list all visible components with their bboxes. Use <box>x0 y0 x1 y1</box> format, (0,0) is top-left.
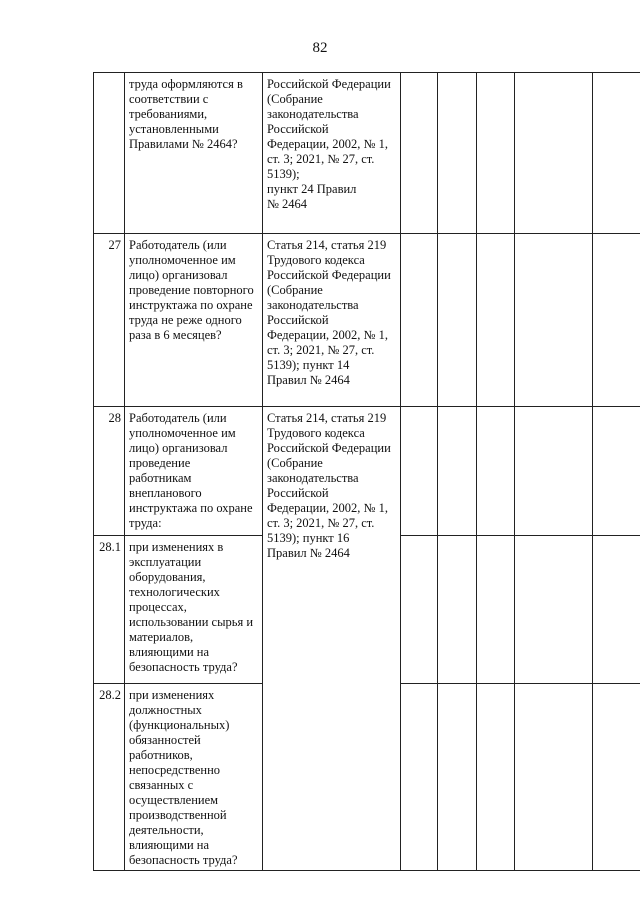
note-cell[interactable] <box>593 684 640 871</box>
comment-cell[interactable] <box>515 536 593 684</box>
row-number: 27 <box>94 234 125 407</box>
row-number <box>94 73 125 234</box>
legal-reference: Статья 214, статья 219 Трудового кодекса Российской Федерации (Собрание законодательства Российской Федерации, 2002, № 1, ст. 3; 2021, № 27, ст. 5139); пункт 16 Правил № 2464 <box>263 407 401 871</box>
requirement-text: Работодатель (или уполномоченное им лицо) организовал проведение работникам внепланового инструктажа по охране труда: <box>125 407 263 536</box>
requirement-text: труда оформляются в соответствии с требованиями, установленными Правилами № 2464? <box>125 73 263 234</box>
note-cell[interactable] <box>593 407 640 536</box>
comment-cell[interactable] <box>515 73 593 234</box>
requirement-text: при изменениях должностных (функциональных) обязанностей работников, непосредственно связанных с осуществлением производственной деятельности, влияющими на безопасность труда? <box>125 684 263 871</box>
table-row <box>94 407 640 536</box>
requirement-text: при изменениях в эксплуатации оборудования, технологических процессах, использовании сырья и материалов, влияющими на безопасность труда? <box>125 536 263 684</box>
row-number: 28.1 <box>94 536 125 684</box>
legal-reference: Российской Федерации (Собрание законодательства Российской Федерации, 2002, № 1, ст. 3; 2021, № 27, ст. 5139); пункт 24 Правил № 2464 <box>263 73 401 234</box>
comment-cell[interactable] <box>515 684 593 871</box>
answer-na-cell[interactable] <box>477 684 515 871</box>
answer-no-cell[interactable] <box>438 73 477 234</box>
answer-no-cell[interactable] <box>438 407 477 536</box>
requirement-text: Работодатель (или уполномоченное им лицо) организовал проведение повторного инструктажа по охране труда не реже одного раза в 6 месяцев? <box>125 234 263 407</box>
table-row <box>94 73 640 234</box>
checklist-table <box>93 72 640 871</box>
answer-yes-cell[interactable] <box>401 407 438 536</box>
answer-no-cell[interactable] <box>438 536 477 684</box>
page-number: 82 <box>312 40 328 56</box>
answer-no-cell[interactable] <box>438 234 477 407</box>
comment-cell[interactable] <box>515 234 593 407</box>
table-row <box>94 234 640 407</box>
answer-yes-cell[interactable] <box>401 234 438 407</box>
answer-no-cell[interactable] <box>438 684 477 871</box>
answer-na-cell[interactable] <box>477 234 515 407</box>
row-number: 28 <box>94 407 125 536</box>
answer-yes-cell[interactable] <box>401 684 438 871</box>
answer-na-cell[interactable] <box>477 536 515 684</box>
legal-reference: Статья 214, статья 219 Трудового кодекса Российской Федерации (Собрание законодательства Российской Федерации, 2002, № 1, ст. 3; 2021, № 27, ст. 5139); пункт 14 Правил № 2464 <box>263 234 401 407</box>
answer-yes-cell[interactable] <box>401 536 438 684</box>
comment-cell[interactable] <box>515 407 593 536</box>
answer-yes-cell[interactable] <box>401 73 438 234</box>
note-cell[interactable] <box>593 73 640 234</box>
answer-na-cell[interactable] <box>477 407 515 536</box>
note-cell[interactable] <box>593 536 640 684</box>
note-cell[interactable] <box>593 234 640 407</box>
answer-na-cell[interactable] <box>477 73 515 234</box>
row-number: 28.2 <box>94 684 125 871</box>
